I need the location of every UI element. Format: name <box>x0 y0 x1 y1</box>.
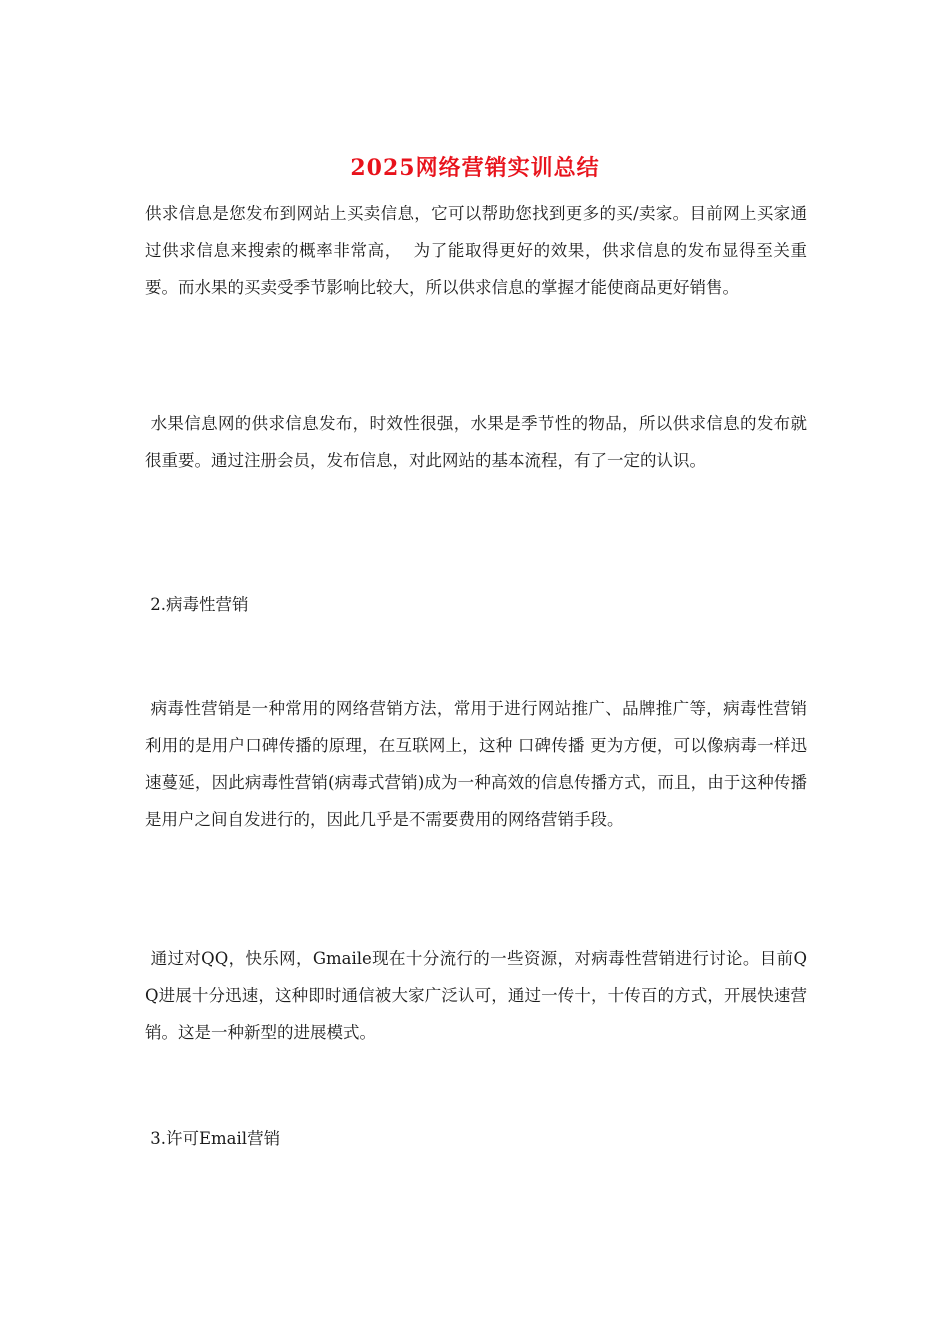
section-heading-email-marketing: 3.许可Email营销 <box>145 1129 281 1148</box>
paragraph-qq-discussion: 通过对QQ，快乐网，Gmaile现在十分流行的一些资源，对病毒性营销进行讨论。目前QQ进展十分迅速，这种即时通信被大家广泛认可，通过一传十，十传百的方式，开展快速营销。这是一种新型的进展模式。 <box>145 949 807 1042</box>
section-heading-viral-marketing: 2.病毒性营销 <box>145 595 249 614</box>
document-title: 2025网络营销实训总结 <box>350 155 600 181</box>
paragraph-viral-marketing: 病毒性营销是一种常用的网络营销方法，常用于进行网站推广、品牌推广等，病毒性营销利用的是用户口碑传播的原理，在互联网上，这种 口碑传播 更为方便，可以像病毒一样迅速蔓延，因此病毒性营销(病毒式营销)成为一种高效的信息传播方式，而且，由于这种传播是用户之间自发进行的，因此几乎是不需要费用的网络营销手段。 <box>145 699 808 829</box>
paragraph-supply-info: 供求信息是您发布到网站上买卖信息，它可以帮助您找到更多的买/卖家。目前网上买家通过供求信息来搜索的概率非常高， 为了能取得更好的效果，供求信息的发布显得至关重要。而水果的买卖受季节影响比较大，所以供求信息的掌握才能使商品更好销售。 <box>145 204 807 297</box>
paragraph-fruit-info-site: 水果信息网的供求信息发布，时效性很强，水果是季节性的物品，所以供求信息的发布就很重要。通过注册会员，发布信息，对此网站的基本流程，有了一定的认识。 <box>145 414 808 470</box>
